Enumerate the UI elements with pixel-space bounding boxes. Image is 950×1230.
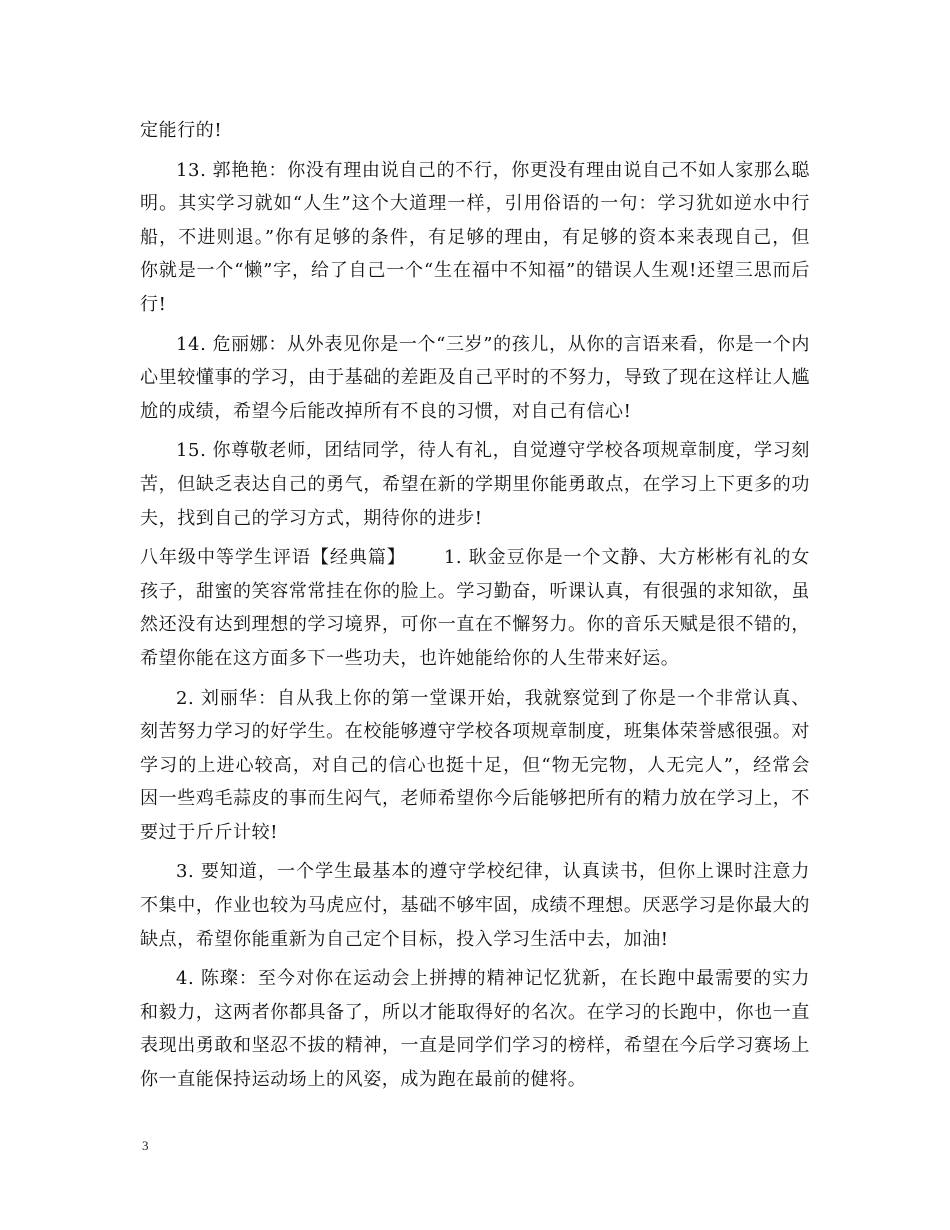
comment-text: 要知道，一个学生最基本的遵守学校纪律，认真读书，但你上课时注意力不集中，作业也较为马虎应付，基础不够牢固，成绩不理想。厌恶学习是你最大的缺点，希望你能重新为自己定个目标，投入学习生活中去，加油! (140, 861, 810, 950)
comment-paragraph-15 (140, 434, 810, 535)
continuation-text: 定能行的! (140, 120, 223, 141)
comment-paragraph-1 (140, 541, 810, 675)
comment-paragraph-2 (140, 682, 810, 850)
comment-text: 耿金豆你是一个文静、大方彬彬有礼的女孩子，甜蜜的笑容常常挂在你的脸上。学习勤奋，听课认真，有很强的求知欲，虽然还没有达到理想的学习境界，可你一直在不懈努力。你的音乐天赋是很不错的，希望你能在这方面多下一些功夫，也许她能给你的人生带来好运。 (140, 547, 810, 669)
comment-text: 陈璨：至今对你在运动会上拼搏的精神记忆犹新，在长跑中最需要的实力和毅力，这两者你都具备了，所以才能取得好的名次。在学习的长跑中，你也一直表现出勇敢和坚忍不拔的精神，一直是同学们学习的榜样，希望在今后学习赛场上你一直能保持运动场上的风姿，成为跑在最前的健将。 (140, 968, 810, 1091)
comment-text: 刘丽华：自从我上你的第一堂课开始，我就察觉到了你是一个非常认真、刻苦努力学习的好学生。在校能够遵守学校各项规章制度，班集体荣誉感很强。对学习的上进心较高，对自己的信心也挺十足，但“物无完物，人无完人”，经常会因一些鸡毛蒜皮的事而生闷气，老师希望你今后能够把所有的精力放在学习上，不要过于斤斤计较! (140, 687, 810, 843)
document-body (140, 114, 810, 1103)
comment-text: 郭艳艳：你没有理由说自己的不行，你更没有理由说自己不如人家那么聪明。其实学习就如“人生”这个大道理一样，引用俗语的一句：学习犹如逆水中行船，不进则退。”你有足够的条件，有足够的理由，有足够的资本来表现自己，但你就是一个“懒”字，给了自己一个“生在福中不知福”的错误人生观!还望三思而后行! (140, 159, 810, 315)
comment-number: 1. (443, 547, 463, 569)
comment-paragraph-14 (140, 328, 810, 429)
comment-paragraph-13 (140, 154, 810, 322)
comment-number: 15. (176, 440, 207, 462)
comment-number: 14. (176, 333, 207, 355)
comment-text: 危丽娜：从外表见你是一个“三岁”的孩儿，从你的言语来看，你是一个内心里较懂事的学习，由于基础的差距及自己平时的不努力，导致了现在这样让人尴尬的成绩，希望今后能改掉所有不良的习惯，对自己有信心! (140, 333, 810, 422)
comment-number: 3. (176, 861, 195, 883)
continuation-paragraph (140, 114, 810, 148)
comment-number: 13. (176, 159, 207, 181)
comment-number: 4. (176, 968, 195, 990)
page-number: 3 (142, 1138, 149, 1153)
comment-paragraph-3 (140, 855, 810, 956)
comment-paragraph-4 (140, 962, 810, 1096)
comment-text: 你尊敬老师，团结同学，待人有礼，自觉遵守学校各项规章制度，学习刻苦，但缺乏表达自己的勇气，希望在新的学期里你能勇敢点，在学习上下更多的功夫，找到自己的学习方式，期待你的进步! (140, 440, 810, 529)
section-heading: 八年级中等学生评语【经典篇】 (140, 547, 406, 569)
comment-number: 2. (176, 687, 195, 709)
